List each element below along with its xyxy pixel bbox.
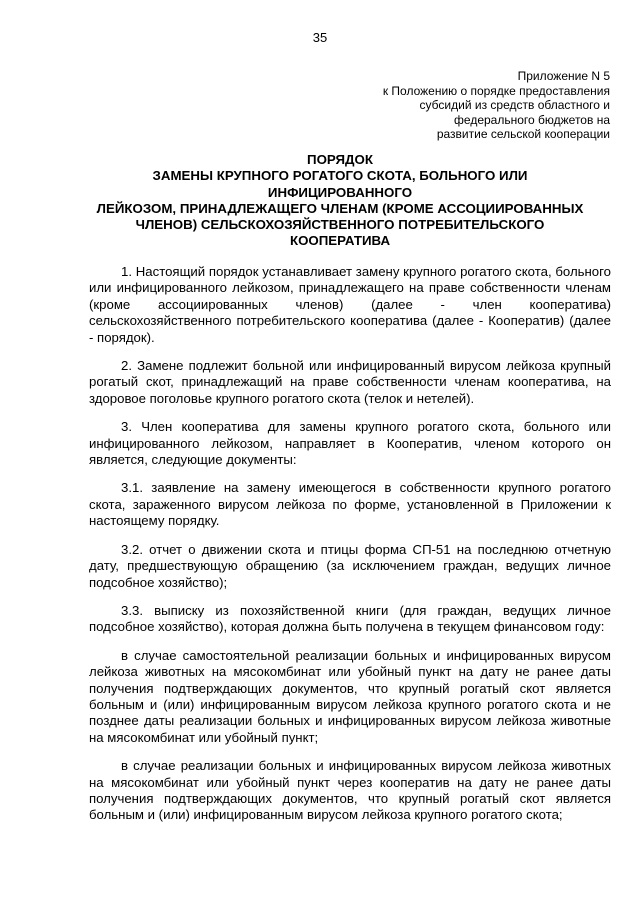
paragraph-1: 1. Настоящий порядок устанавливает замену крупного рогатого скота, больного или инфицированного лейкозом, принадлежащего на праве собственности членам (кроме ассоциированных членов) (далее - член кооператива) сельскохозяйственного потребительского кооператива (далее - Кооператив) (далее - порядок). — [89, 264, 611, 345]
paragraph-2: 2. Замене подлежит больной или инфицированный вирусом лейкоза крупный рогатый скот, принадлежащий на праве собственности членам кооператива, на здоровое поголовье крупного рогатого скота (телок и нетелей). — [89, 358, 611, 406]
document-body — [89, 264, 611, 836]
page-number: 35 — [312, 30, 328, 45]
appendix-line: федерального бюджетов на — [454, 112, 610, 127]
title-line: ЛЕЙКОЗОМ, ПРИНАДЛЕЖАЩЕГО ЧЛЕНАМ (КРОМЕ АССОЦИИРОВАННЫХ — [96, 200, 584, 216]
title-line: ЗАМЕНЫ КРУПНОГО РОГАТОГО СКОТА, БОЛЬНОГО ИЛИ — [152, 168, 528, 184]
paragraph-3-1: 3.1. заявление на замену имеющегося в собственности крупного рогатого скота, зараженного вирусом лейкоза по форме, установленной в Приложении к настоящему порядку. — [89, 480, 611, 529]
appendix-line: Приложение N 5 — [517, 69, 610, 83]
title-line: ПОРЯДОК — [307, 152, 373, 167]
title-line: КООПЕРАТИВА — [289, 233, 391, 249]
title-line: ЧЛЕНОВ) СЕЛЬСКОХОЗЯЙСТВЕННОГО ПОТРЕБИТЕЛЬСКОГО — [135, 217, 545, 233]
title-line: ИНФИЦИРОВАННОГО — [267, 184, 413, 200]
appendix-line: субсидий из средств областного и — [419, 98, 610, 113]
appendix-line: развитие сельской кооперации — [436, 127, 610, 142]
appendix-line: к Положению о порядке предоставления — [382, 83, 610, 98]
paragraph-3-2: 3.2. отчет о движении скота и птицы форма СП-51 на последнюю отчетную дату, предшествующую обращению (за исключением граждан, ведущих личное подсобное хозяйство); — [89, 541, 611, 590]
document-title — [70, 152, 610, 250]
paragraph-case-coop-sale: в случае реализации больных и инфицированных вирусом лейкоза животных на мясокомбинат или убойный пункт через кооператив на дату не ранее даты получения подтверждающих документов, что крупный рогатый скот является больным и (или) инфицированным вирусом лейкоза крупного рогатого скота; — [89, 758, 611, 823]
paragraph-3: 3. Член кооператива для замены крупного рогатого скота, больного или инфицированного лейкозом, направляет в Кооператив, членом которого он является, следующие документы: — [89, 419, 611, 468]
paragraph-case-self-sale: в случае самостоятельной реализации больных и инфицированных вирусом лейкоза животных на мясокомбинат или убойный пункт на дату не ранее даты получения подтверждающих документов, что крупный рогатый скот является больным и (или) инфицированным вирусом лейкоза крупного рогатого скота и не позднее даты реализации больных и инфицированных вирусом лейкоза животные на мясокомбинат или убойный пункт; — [89, 647, 611, 745]
paragraph-3-3: 3.3. выписку из похозяйственной книги (для граждан, ведущих личное подсобное хозяйство), которая должна быть получена в текущем финансовом году: — [89, 602, 611, 635]
appendix-reference — [310, 69, 610, 142]
